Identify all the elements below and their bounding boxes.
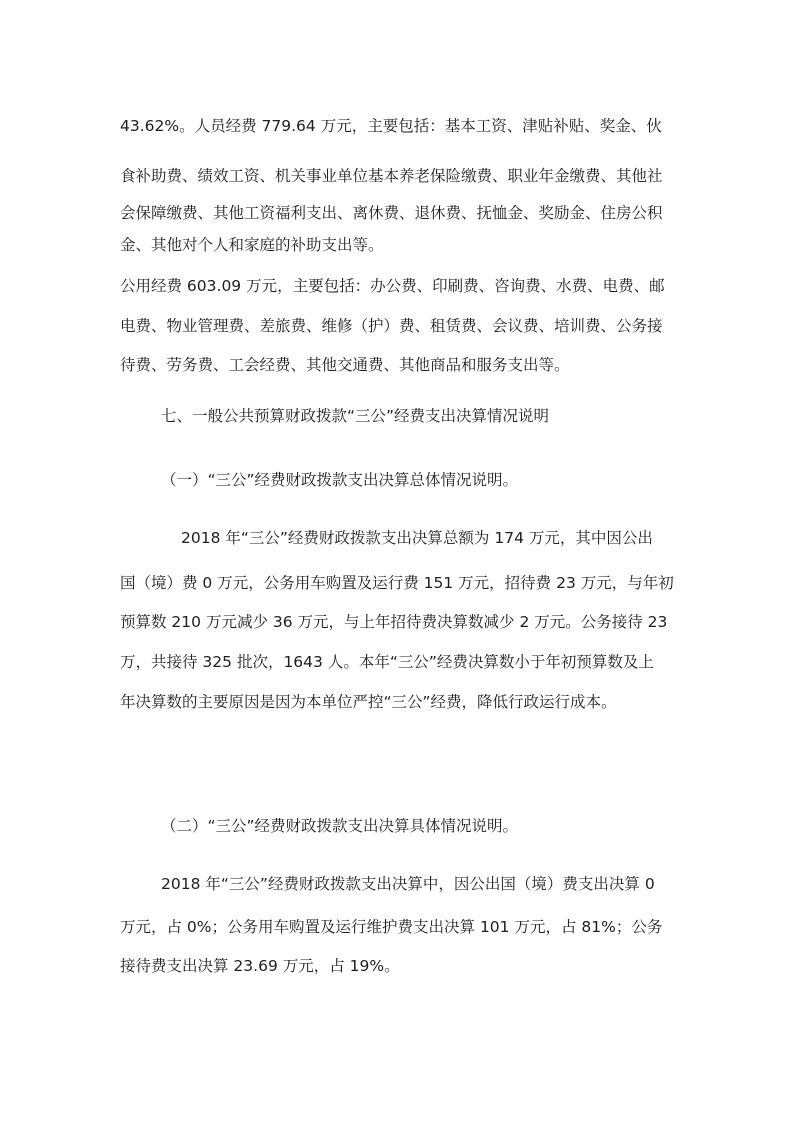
text-line: 2018 年“三公”经费财政拨款支出决算总额为 174 万元，其中因公出	[181, 529, 653, 547]
text-line: 食补助费、绩效工资、机关事业单位基本养老保险缴费、职业年金缴费、其他社	[120, 167, 663, 185]
text-line: 会保障缴费、其他工资福利支出、离休费、退休费、抚恤金、奖励金、住房公积	[120, 204, 663, 222]
text-line: 金、其他对个人和家庭的补助支出等。	[120, 236, 384, 254]
text-line: 电费、物业管理费、差旅费、维修（护）费、租赁费、会议费、培训费、公务接	[120, 317, 663, 335]
text-line: 2018 年“三公”经费财政拨款支出决算中，因公出国（境）费支出决算 0	[161, 875, 655, 893]
subsection-heading: （一）“三公”经费财政拨款支出决算总体情况说明。	[161, 471, 519, 489]
text-line: 万元，占 0%；公务用车购置及运行维护费支出决算 101 万元，占 81%；公务	[120, 918, 663, 936]
text-line: 43.62%。人员经费 779.64 万元，主要包括：基本工资、津贴补贴、奖金、伙	[120, 117, 662, 135]
text-line: 接待费支出决算 23.69 万元，占 19%。	[120, 957, 400, 975]
text-line: 待费、劳务费、工会经费、其他交通费、其他商品和服务支出等。	[120, 356, 570, 374]
subsection-heading: （二）“三公”经费财政拨款支出决算具体情况说明。	[161, 817, 519, 835]
text-line: 公用经费 603.09 万元，主要包括：办公费、印刷费、咨询费、水费、电费、邮	[120, 277, 665, 295]
text-line: 万，共接待 325 批次，1643 人。本年“三公”经费决算数小于年初预算数及上	[120, 653, 654, 671]
text-line: 年决算数的主要原因是因为本单位严控“三公”经费，降低行政运行成本。	[120, 693, 617, 711]
text-line: 预算数 210 万元减少 36 万元，与上年招待费决算数减少 2 万元。公务接待 23	[120, 613, 668, 631]
section-heading: 七、一般公共预算财政拨款“三公”经费支出决算情况说明	[161, 407, 550, 425]
text-line: 国（境）费 0 万元，公务用车购置及运行费 151 万元，招待费 23 万元，与年初	[120, 574, 674, 592]
